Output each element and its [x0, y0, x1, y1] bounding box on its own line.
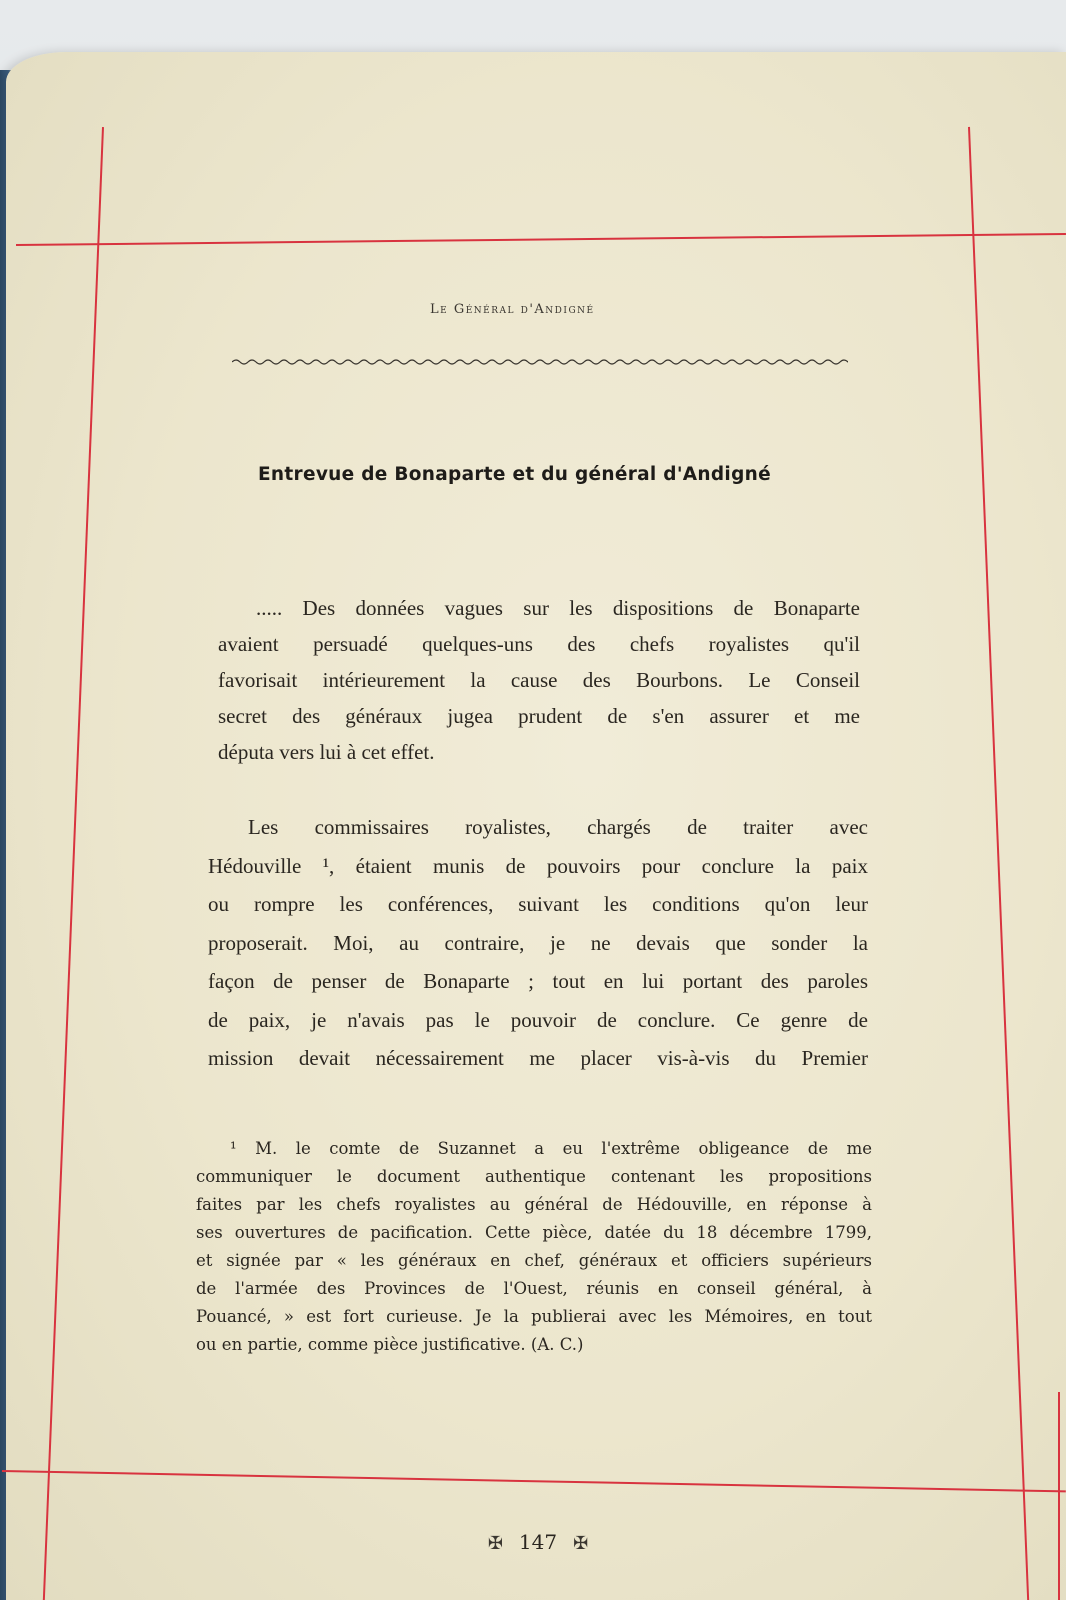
footnote-line: et signée par « les généraux en chef, généraux et officiers supérieurs: [196, 1251, 872, 1270]
running-head: Le Général d'Andigné: [430, 302, 595, 317]
paragraph-line: mission devait nécessairement me placer vis-à-vis du Premier: [208, 1046, 868, 1070]
paragraph-line: secret des généraux jugea prudent de s'en assurer et me: [218, 704, 860, 728]
wavy-divider: [232, 356, 848, 368]
footnote-line: ¹ M. le comte de Suzannet a eu l'extrême obligeance de me: [230, 1139, 872, 1158]
paragraph-line: proposerait. Moi, au contraire, je ne devais que sonder la: [208, 930, 868, 955]
footnote-line: Pouancé, » est fort curieuse. Je la publierai avec les Mémoires, en tout: [196, 1307, 872, 1326]
outer-margin-rule: [1058, 1392, 1060, 1600]
paragraph-line: favorisait intérieurement la cause des Bourbons. Le Conseil: [218, 668, 860, 692]
top-margin-rule: [16, 233, 1066, 246]
bottom-margin-rule: [2, 1470, 1066, 1492]
paragraph-line: Hédouville ¹, étaient munis de pouvoirs pour conclure la paix: [208, 853, 868, 878]
footnote-line: communiquer le document authentique contenant les propositions: [196, 1167, 872, 1186]
left-margin-rule: [43, 127, 104, 1600]
footnote-line: ou en partie, comme pièce justificative. (A. C.): [196, 1335, 584, 1354]
right-margin-rule: [968, 127, 1029, 1600]
cross-ornament-icon: ✠: [487, 1533, 503, 1554]
paragraph-line: de paix, je n'avais pas le pouvoir de conclure. Ce genre de: [208, 1007, 868, 1032]
paragraph-line: avaient persuadé quelques-uns des chefs royalistes qu'il: [218, 632, 860, 656]
page-footer: [448, 1530, 628, 1554]
paragraph-1: [218, 590, 860, 770]
footnote-line: faites par les chefs royalistes au général de Hédouville, en réponse à: [196, 1195, 872, 1214]
footnote-line: ses ouvertures de pacification. Cette pièce, datée du 18 décembre 1799,: [196, 1223, 872, 1242]
footnote: [196, 1135, 872, 1359]
paragraph-line: façon de penser de Bonaparte ; tout en lui portant des paroles: [208, 969, 868, 993]
paragraph-line: ..... Des données vagues sur les dispositions de Bonaparte: [256, 596, 860, 620]
paragraph-line: Les commissaires royalistes, chargés de traiter avec: [248, 815, 868, 839]
page-number: 147: [518, 1530, 558, 1554]
paragraph-2: [208, 808, 868, 1078]
paragraph-line: ou rompre les conférences, suivant les conditions qu'on leur: [208, 892, 868, 916]
cross-ornament-icon: ✠: [573, 1533, 589, 1554]
footnote-line: de l'armée des Provinces de l'Ouest, réunis en conseil général, à: [196, 1279, 872, 1298]
paragraph-line: députa vers lui à cet effet.: [218, 740, 435, 764]
chapter-title: Entrevue de Bonaparte et du général d'Andigné: [258, 464, 771, 485]
